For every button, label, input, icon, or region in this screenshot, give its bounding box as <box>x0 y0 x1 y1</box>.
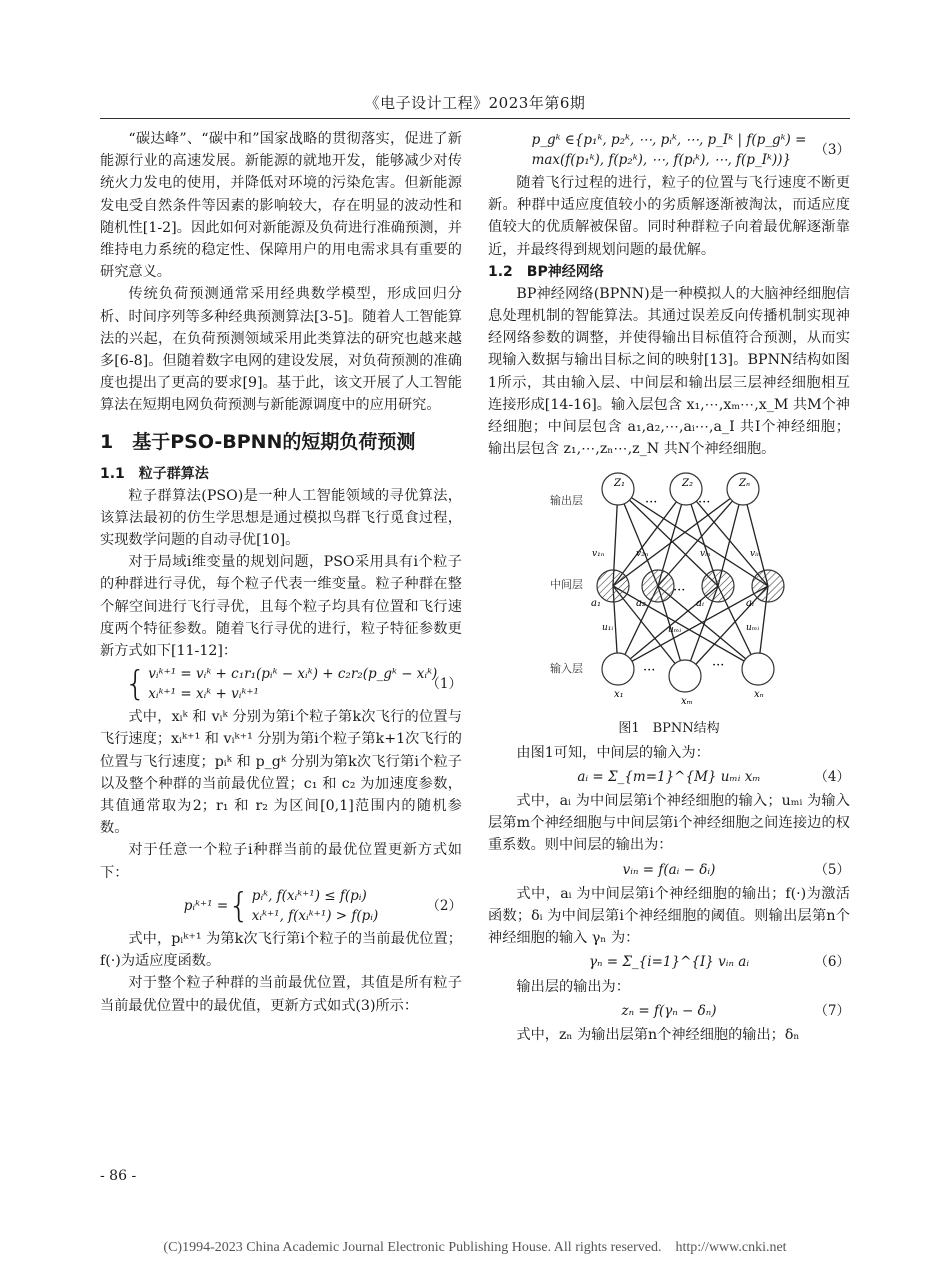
equation-line: max(f(p₁ᵏ), f(p₂ᵏ), ⋯, f(pᵢᵏ), ⋯, f(p_Iᵏ))} <box>531 152 792 168</box>
paragraph: “碳达峰”、“碳中和”国家战略的贯彻落实，促进了新能源行业的高速发展。新能源的就地开发，能够减少对传统火力发电的使用，并降低对环境的污染危害。但新能源发电受自然条件等因素的影响较大，存在明显的波动性和随机性[1-2]。因此如何对新能源及负荷进行准确预测，并维持电力系统的稳定性、保障用户的用电需求具有重要的研究意义。 <box>100 131 462 281</box>
paragraph: 传统负荷预测通常采用经典数学模型，形成回归分析、时间序列等多种经典预测算法[3-5]。随着人工智能算法的兴起，在负荷预测领域采用此类算法的研究也越来越多[6-8]。但随着数字电网的建设发展，对负荷预测的准确度也提出了更高的要求[9]。基于此，该文开展了人工智能算法在短期电网负荷预测与新能源调度中的应用研究。 <box>100 286 462 414</box>
hidden-neuron <box>642 570 674 602</box>
input-neuron-label: xₙ <box>754 689 764 701</box>
weight-v-label: v₂ₙ <box>636 549 649 560</box>
equation-number: （4） <box>814 768 850 785</box>
input-neuron-label: x₁ <box>614 689 624 701</box>
paragraph: 式中，aᵢ 为中间层第i个神经细胞的输入；uₘᵢ 为输入层第m个神经细胞与中间层第i个神经细胞之间连接边的权重系数。则中间层的输出为： <box>488 793 850 854</box>
weight-v-label: v₁ₙ <box>592 549 605 560</box>
paragraph: 式中，pᵢᵏ⁺¹ 为第k次飞行第i个粒子的当前最优位置；f(·)为适应度函数。 <box>100 930 462 970</box>
equation-number: （2） <box>426 897 462 914</box>
connection-edge <box>613 586 758 669</box>
hidden-neuron <box>597 570 629 602</box>
subsection-heading: 1.2 BP神经网络 <box>488 263 604 280</box>
paragraph: 随着飞行过程的进行，粒子的位置与飞行速度不断更新。种群中适应度值较小的劣质解逐渐被淘汰，而适应度值较大的优质解被保留。同时种群粒子向着最优解逐渐靠近，并最终得到规划问题的最优解。 <box>488 175 850 258</box>
weight-u-label: uₘᵢ <box>746 623 760 634</box>
input-neuron <box>742 653 774 685</box>
ellipsis-output: ··· <box>698 495 711 511</box>
copyright-footer: (C)1994-2023 China Academic Journal Electronic Publishing House. All rights reserved. http://www.cnki.net <box>163 1240 787 1255</box>
equation-3 <box>488 130 850 170</box>
section-heading: 1 基于PSO-BPNN的短期负荷预测 <box>100 430 416 453</box>
paragraph: 对于局域i维变量的规划问题，PSO采用具有i个粒子的种群进行寻优，每个粒子代表一维变量。粒子种群在整个解空间进行飞行寻优，且每个粒子均具有位置和飞行速度两个特征参数。随着飞行寻优的进行，粒子特征参数更新方式如下[11-12]： <box>100 554 462 660</box>
paragraph: 式中，aᵢ 为中间层第i个神经细胞的输出；f(·)为激活函数；δᵢ 为中间层第i个神经细胞的阈值。则输出层第n个神经细胞的输入 γₙ 为： <box>488 885 850 947</box>
hidden-neuron-label: aᵢ <box>696 598 704 610</box>
output-neuron-label: Zₙ <box>739 478 751 490</box>
paragraph: 输出层的输出为： <box>516 978 630 995</box>
ellipsis-input: ··· <box>643 663 656 679</box>
hidden-neuron-label: a₂ <box>636 598 646 610</box>
input-layer-label: 输入层 <box>550 662 583 676</box>
paragraph: 对于整个粒子种群的当前最优位置，其值是所有粒子当前最优位置中的最优值，更新方式如式(3)所示： <box>100 975 462 1014</box>
output-neuron-label: Z₁ <box>614 478 625 490</box>
connections <box>613 489 768 679</box>
equation-line: vᵢᵏ⁺¹ = vᵢᵏ + c₁r₁(pᵢᵏ − xᵢᵏ) + c₂r₂(p_gᵏ − xᵢᵏ) <box>148 666 438 683</box>
right-column <box>488 128 850 1046</box>
equation-7 <box>488 1000 850 1022</box>
equation-number: （5） <box>814 861 850 878</box>
equation-2 <box>100 886 462 926</box>
output-layer-label: 输出层 <box>550 494 583 508</box>
weight-u-label: u₁ᵢ <box>602 623 614 634</box>
weight-v-label: vᵢₙ <box>700 549 711 560</box>
hidden-neuron-label: aᵢ <box>746 598 754 610</box>
hidden-neuron-label: a₁ <box>591 598 601 610</box>
neurons <box>591 473 784 707</box>
bpnn-diagram <box>488 464 850 712</box>
page-number: - 86 - <box>100 1168 137 1184</box>
figure-caption: 图1 BPNN结构 <box>618 720 720 736</box>
ellipsis-input: ··· <box>712 658 725 674</box>
weight-u-label: uₘᵢ <box>668 625 682 636</box>
paragraph: 对于任意一个粒子i种群当前的最优位置更新方式如下： <box>100 842 462 881</box>
equation-line: vᵢₙ = f(aᵢ − δᵢ) <box>622 861 716 878</box>
paragraph: 由图1可知，中间层的输入为： <box>516 744 710 761</box>
header-rule <box>100 118 850 119</box>
equation-line: γₙ = Σ_{i=1}^{I} vᵢₙ aᵢ <box>588 954 750 971</box>
hidden-neuron <box>752 570 784 602</box>
equation-number: （3） <box>814 141 850 158</box>
equation-line: pᵢᵏ, f(xᵢᵏ⁺¹) ≤ f(pᵢ) <box>251 887 367 904</box>
output-neuron-label: Z₂ <box>682 478 693 490</box>
equation-number: （1） <box>426 676 462 693</box>
input-neuron <box>602 653 634 685</box>
equation-6 <box>488 951 850 973</box>
equation-line: aᵢ = Σ_{m=1}^{M} uₘᵢ xₘ <box>577 768 761 785</box>
brace-icon: { <box>124 664 147 705</box>
equation-lhs: pᵢᵏ⁺¹ = <box>183 897 229 914</box>
paragraph: 式中，zₙ 为输出层第n个神经细胞的输出；δₙ <box>516 1027 800 1044</box>
paragraph: 式中，xᵢᵏ 和 vᵢᵏ 分别为第i个粒子第k次飞行的位置与飞行速度；xᵢᵏ⁺¹ 和 vᵢᵏ⁺¹ 分别为第i个粒子第k+1次飞行的位置与飞行速度；pᵢᵏ 和 p_gᵏ 分别为第k次飞行第i个粒子以及整个种群的当前最优位置；c₁ 和 c₂ 为加速度参数，其值通常取为2；r₁ 和 r₂ 为区间[0,1]范围内的随机参数。 <box>100 709 462 837</box>
journal-header: 《电子设计工程》2023年第6期 <box>364 94 586 112</box>
weight-v-label: vᵢₙ <box>750 549 761 560</box>
equation-line: xᵢᵏ⁺¹ = xᵢᵏ + vᵢᵏ⁺¹ <box>148 686 259 703</box>
equation-line: zₙ = f(γₙ − δₙ) <box>621 1002 717 1019</box>
equation-line: p_gᵏ ∈{p₁ᵏ, p₂ᵏ, ⋯, pᵢᵏ, ⋯, p_Iᵏ | f(p_gᵏ) = <box>531 132 807 148</box>
paragraph: BP神经网络(BPNN)是一种模拟人的大脑神经细胞信息处理机制的智能算法。其通过误差反向传播机制实现神经网络参数的调整，并使得输出目标值符合预测，从而实现输入数据与输出目标之间的映射[13]。BPNN结构如图1所示，其由输入层、中间层和输出层三层神经细胞相互连接形成[14-16]。输入层包含 x₁,⋯,xₘ⋯,x_M 共M个神经细胞；中间层包含 a₁,a₂,⋯,aᵢ⋯,a_I 共I个神经细胞；输出层包含 z₁,⋯,zₙ⋯,z_N 共N个神经细胞。 <box>488 285 850 458</box>
equation-number: （6） <box>814 954 850 971</box>
equation-1 <box>100 664 462 704</box>
ellipsis-output: ··· <box>645 495 658 511</box>
hidden-neuron <box>702 570 734 602</box>
hidden-layer-label: 中间层 <box>550 578 583 592</box>
equation-number: （7） <box>814 1002 850 1019</box>
input-neuron <box>669 660 701 692</box>
subsection-heading: 1.1 粒子群算法 <box>100 465 209 482</box>
equation-5 <box>488 859 850 881</box>
ellipsis-hidden: ··· <box>673 583 686 599</box>
paragraph: 粒子群算法(PSO)是一种人工智能领域的寻优算法，该算法最初的仿生学思想是通过模拟鸟群飞行觅食过程，实现数学问题的自动寻优[10]。 <box>100 487 462 549</box>
equation-line: xᵢᵏ⁺¹, f(xᵢᵏ⁺¹) > f(pᵢ) <box>251 907 379 924</box>
equation-4 <box>488 766 850 788</box>
brace-icon: { <box>228 885 250 926</box>
input-neuron-label: xₘ <box>681 696 693 708</box>
left-column <box>100 128 462 1017</box>
